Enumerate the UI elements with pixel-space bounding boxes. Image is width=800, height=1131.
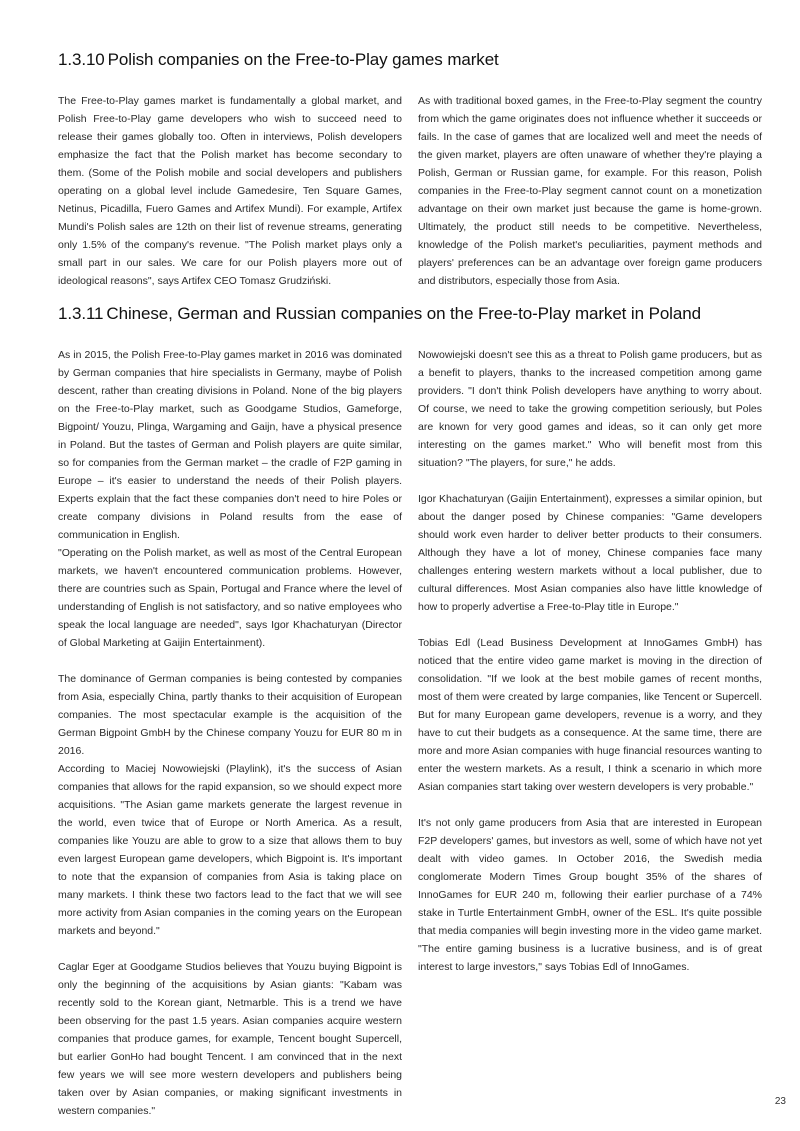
page-number: 23 xyxy=(774,1096,786,1107)
section-heading-1-3-11 xyxy=(58,304,701,324)
section-heading-1-3-10 xyxy=(58,50,499,70)
paragraph: It's not only game producers from Asia that are interested in European F2P developers' games, but investors as well, some of which have not yet dealt with video games. In October 2016, the Swedish media conglomerate Modern Times Group bought 35% of the shares of InnoGames for EUR 240 m, following their earlier purchase of a 74% stake in Turtle Entertainment GmbH, owner of the ESL. It's quite possible that media companies will begin investing more in the video game market. "The entire gaming business is a lucrative business, and is of great interest to large investors," says Tobias Edl of InnoGames. xyxy=(418,817,762,973)
section-1-right-column xyxy=(418,92,762,290)
section-title: Polish companies on the Free-to-Play games market xyxy=(107,50,499,69)
section-title: Chinese, German and Russian companies on the Free-to-Play market in Poland xyxy=(106,304,701,323)
paragraph: The dominance of German companies is being contested by companies from Asia, especially China, partly thanks to their acquisition of European companies. The most spectacular example is the acquisition of the German Bigpoint GmbH by the Chinese company Youzu for EUR 80 m in 2016. xyxy=(58,673,402,757)
section-2-left-column xyxy=(58,346,402,1120)
section-number: 1.3.10 xyxy=(58,50,105,69)
paragraph: Caglar Eger at Goodgame Studios believes that Youzu buying Bigpoint is only the beginning of the acquisitions by Asian giants: "Kabam was recently sold to the Korean giant, Netmarble. This is a trend we have been observing for the past 1.5 years. Asian companies acquire western companies that produce games, for example, Tencent bought Supercell, but earlier GonHo had bought Tencent. I am convinced that in the next few years we will see more western developers and publishers being taken over by Asian companies, or making significant investments in western companies." xyxy=(58,961,402,1117)
paragraph: Nowowiejski doesn't see this as a threat to Polish game producers, but as a benefit to players, thanks to the increased competition among game providers. "I don't think Polish developers have anything to worry about. Of course, we need to take the growing competition seriously, but Poles are known for very good games and ideas, so it can only get more interesting on the games market." Who will benefit most from this situation? "The players, for sure," he adds. xyxy=(418,349,762,469)
paragraph: As with traditional boxed games, in the Free-to-Play segment the country from which the game originates does not influence whether it succeeds or fails. In the case of games that are localized well and meet the needs of the given market, players are often unaware of whether they're playing a Polish, German or Russian game, for example. For this reason, Polish companies in the Free-to-Play segment cannot count on a monetization advantage on their own market just because the game is home-grown. Ultimately, the product still needs to be competitive. Nevertheless, knowledge of the Polish market's peculiarities, payment methods and players' preferences can be an advantage over foreign game producers and distributors, especially those from Asia. xyxy=(418,95,762,287)
paragraph: As in 2015, the Polish Free-to-Play games market in 2016 was dominated by German companies that hire specialists in Germany, maybe of Polish descent, rather than creating divisions in Poland. None of the big players on the Free-to-Play market, such as Goodgame Studios, Gameforge, Bigpoint/ Youzu, Plinga, Wargaming and Gaijn, have a physical presence in Poland. But the tastes of German and Polish players are quite similar, so for companies from the German market – the cradle of F2P gaming in Europe – it's easier to understand the needs of their Polish players. Experts explain that the fact these companies don't need to hire Poles or create company divisions in Poland results from the ease of communication in English. xyxy=(58,349,402,541)
paragraph: The Free-to-Play games market is fundamentally a global market, and Polish Free-to-Play game developers who wish to succeed need to release their games globally too. Often in interviews, Polish developers emphasize the fact that the Polish market has become secondary to them. (Some of the Polish mobile and social developers and publishers operating on a global level include Gamedesire, Ten Square Games, Netinus, Picadilla, Fuero Games and Artifex Mundi). For example, Artifex Mundi's Polish sales are 12th on their list of revenue streams, generating only 1.5% of the company's revenue. "The Polish market plays only a small part in our sales. We care for our Polish players more out of ideological reasons", says Artifex CEO Tomasz Grudziński. xyxy=(58,95,402,287)
section-2-right-column xyxy=(418,346,762,976)
paragraph: Igor Khachaturyan (Gaijin Entertainment), expresses a similar opinion, but about the danger posed by Chinese companies: "Game developers should work even harder to deliver better products to their consumers. Although they have a lot of money, Chinese companies face many challenges entering western markets without a local publisher, due to cultural differences. Most Asian companies also have little knowledge of how to properly advertise a Free-to-Play title in Europe." xyxy=(418,493,762,613)
paragraph: Tobias Edl (Lead Business Development at InnoGames GmbH) has noticed that the entire video game market is moving in the direction of consolidation. "If we look at the best mobile games of recent months, most of them were created by large companies, like Tencent or Supercell. But for many European game developers, revenue is a worry, and they have to cut their budgets as a consequence. At the same time, there are more and more Asian companies with huge financial resources wanting to enter the western markets. As a result, I think a scenario in which more Asian companies start taking over western developers is very probable." xyxy=(418,637,762,793)
section-number: 1.3.11 xyxy=(58,304,104,323)
section-1-left-column xyxy=(58,92,402,290)
paragraph: According to Maciej Nowowiejski (Playlink), it's the success of Asian companies that allows for the rapid expansion, so we should expect more acquisitions. "The Asian game markets generate the largest revenue in the world, even twice that of Europe or North America. As a result, companies like Youzu are able to grow to a size that allows them to buy even largest European game developers, which Bigpoint is. It's important to note that the expansion of companies from Asia is taking place on many markets. I think these two factors lead to the fact that we will see more activity from Asian companies in the coming years on the European markets and beyond." xyxy=(58,763,402,937)
paragraph: "Operating on the Polish market, as well as most of the Central European markets, we haven't encountered communication problems. However, there are countries such as Spain, Portugal and France where the level of understanding of English is not satisfactory, and so native employees who speak the local language are needed", says Igor Khachaturyan (Director of Global Marketing at Gaijin Entertainment). xyxy=(58,547,402,649)
